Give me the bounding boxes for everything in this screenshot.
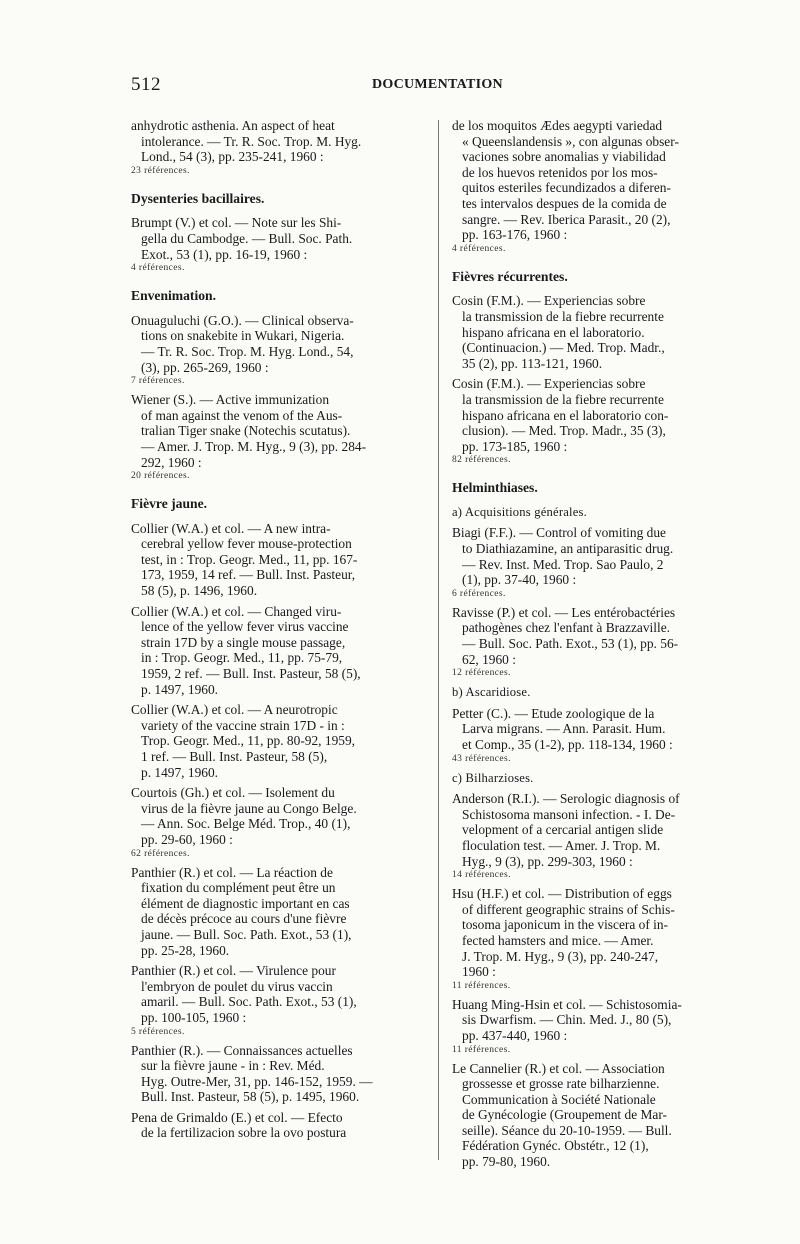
entry-line: variety of the vaccine strain 17D - in : (141, 717, 345, 733)
entry-line: Larva migrans. — Ann. Parasit. Hum. (462, 721, 666, 737)
entry-line: 173, 1959, 14 ref. — Bull. Inst. Pasteur, (141, 567, 356, 583)
entry-line: — Rev. Inst. Med. Trop. Sao Paulo, 2 (462, 556, 664, 572)
entry-line: of man against the venom of the Aus- (141, 407, 343, 423)
entry-line: floculation test. — Amer. J. Trop. M. (462, 837, 661, 853)
entry-line: of different geographic strains of Schis- (462, 901, 675, 917)
entry-line: strain 17D by a single mouse passage, (141, 634, 346, 650)
bibliography-entry (452, 1061, 752, 1170)
entry-line: la transmission de la fiebre recurrente (462, 308, 664, 324)
entry-line: Le Cannelier (R.) et col. — Association (452, 1060, 665, 1076)
reference-count: 62 références. (131, 848, 190, 859)
entry-line: 1959, 2 ref. — Bull. Inst. Pasteur, 58 (5), (141, 666, 361, 682)
entry-line: p. 1497, 1960. (141, 681, 218, 697)
entry-line: — Ann. Soc. Belge Méd. Trop., 40 (1), (141, 816, 351, 832)
entry-line: pp. 173-185, 1960 : (462, 438, 568, 454)
page-number: 512 (131, 74, 161, 95)
entry-line: 1 ref. — Bull. Inst. Pasteur, 58 (5), (141, 749, 328, 764)
entry-line: gella du Cambodge. — Bull. Soc. Path. (141, 230, 353, 246)
entry-line: Anderson (R.I.). — Serologic diagnosis of (452, 791, 680, 807)
reference-count: 4 références. (131, 263, 185, 274)
entry-line: p. 1497, 1960. (141, 764, 218, 780)
continued-entry (452, 118, 752, 255)
entry-line: tes intervalos despues de la comida de (462, 195, 667, 211)
entry-line: Cosin (F.M.). — Experiencias sobre (452, 293, 646, 309)
entry-line: seille). Séance du 20-10-1959. — Bull. (462, 1122, 672, 1138)
reference-count: 12 références. (452, 668, 511, 679)
bibliography-entry (452, 293, 752, 371)
entry-line: Trop. Geogr. Med., 11, pp. 80-92, 1959, (141, 733, 356, 749)
entry-line: in : Trop. Geogr. Med., 11, pp. 75-79, (141, 650, 343, 666)
entry-line: 58 (5), p. 1496, 1960. (141, 583, 258, 599)
entry-line: de los huevos retenidos por los mos- (462, 164, 658, 180)
entry-line: fixation du complément peut être un (141, 880, 336, 896)
entry-line: jaune. — Bull. Soc. Path. Exot., 53 (1), (141, 926, 352, 942)
entry-line: pathogènes chez l'enfant à Brazzaville. (462, 620, 670, 636)
entry-line: Bull. Inst. Pasteur, 58 (5), p. 1495, 1960. (141, 1089, 360, 1105)
entry-line: Collier (W.A.) et col. — A neurotropic (131, 702, 338, 718)
entry-line: tosoma japonicum in the viscera of in- (462, 917, 669, 933)
entry-line: intolerance. — Tr. R. Soc. Trop. M. Hyg. (141, 133, 362, 149)
entry-line: de los moquitos Ædes aegypti variedad (452, 118, 663, 133)
entry-line: l'embryon de poulet du virus vaccin (141, 978, 333, 994)
entry-line: Cosin (F.M.). — Experiencias sobre (452, 376, 646, 392)
entry-line: 35 (2), pp. 113-121, 1960. (462, 355, 603, 371)
entry-line: Ravisse (P.) et col. — Les entérobactéries (452, 604, 676, 620)
entry-line: clusion). — Med. Trop. Madr., 35 (3), (462, 423, 666, 439)
entry-line: vaciones sobre anomalias y viabilidad (462, 149, 666, 165)
entry-line: 1960 : (462, 964, 496, 980)
entry-line: Lond., 54 (3), pp. 235-241, 1960 : (141, 149, 324, 165)
entry-line: anhydrotic asthenia. An aspect of heat (131, 118, 335, 133)
bibliography-entry (452, 706, 752, 765)
subsection-heading: a) Acquisitions générales. (452, 504, 587, 519)
subsection-heading: b) Ascaridiose. (452, 685, 531, 700)
entry-line: Schistosoma mansoni infection. - I. De- (462, 806, 676, 822)
subsection-heading: c) Bilharzioses. (452, 770, 534, 785)
entry-line: pp. 79-80, 1960. (462, 1154, 551, 1170)
bibliography-entry (131, 702, 431, 780)
bibliography-entry (131, 521, 431, 599)
entry-line: « Queenslandensis », con algunas obser- (462, 133, 679, 149)
entry-line: la transmission de la fiebre recurrente (462, 391, 664, 407)
entry-line: (Continuacion.) — Med. Trop. Madr., (462, 340, 665, 356)
entry-line: Panthier (R.) et col. — La réaction de (131, 864, 333, 880)
entry-line: hispano africana en el laboratorio. (462, 324, 645, 340)
reference-count: 5 références. (131, 1026, 185, 1037)
entry-line: Huang Ming-Hsin et col. — Schistosomia- (452, 996, 682, 1012)
bibliography-entry (131, 785, 431, 859)
entry-line: élément de diagnostic important en cas (141, 895, 350, 911)
entry-line: Courtois (Gh.) et col. — Isolement du (131, 785, 335, 801)
entry-line: sangre. — Rev. Iberica Parasit., 20 (2), (462, 211, 671, 227)
entry-line: Hsu (H.F.) et col. — Distribution of eggs (452, 886, 672, 902)
continued-entry (131, 118, 431, 177)
entry-line: J. Trop. M. Hyg., 9 (3), pp. 240-247, (462, 948, 659, 964)
bibliography-entry (452, 605, 752, 679)
bibliography-entry (452, 886, 752, 992)
entry-line: sur la fièvre jaune - in : Rev. Méd. (141, 1058, 325, 1074)
entry-line: hispano africana en el laboratorio con- (462, 407, 669, 423)
entry-line: Fédération Gynéc. Obstétr., 12 (1), (462, 1138, 649, 1154)
bibliography-entry (131, 215, 431, 274)
entry-line: sis Dwarfism. — Chin. Med. J., 80 (5), (462, 1012, 672, 1028)
entry-line: (1), pp. 37-40, 1960 : (462, 572, 577, 588)
bibliography-entry (131, 1110, 431, 1141)
reference-count: 6 références. (452, 588, 506, 599)
entry-line: — Bull. Soc. Path. Exot., 53 (1), pp. 56- (462, 636, 679, 652)
entry-line: Communication à Société Nationale (462, 1091, 656, 1107)
entry-line: pp. 25-28, 1960. (141, 942, 230, 958)
entry-line: Hyg., 9 (3), pp. 299-303, 1960 : (462, 853, 633, 869)
bibliography-entry (452, 791, 752, 881)
entry-line: Biagi (F.F.). — Control of vomiting due (452, 525, 666, 541)
entry-line: pp. 29-60, 1960 : (141, 831, 233, 847)
entry-line: de décès précoce au cours d'une fièvre (141, 911, 347, 927)
bibliography-entry (131, 604, 431, 698)
entry-line: Panthier (R.). — Connaissances actuelles (131, 1042, 353, 1058)
bibliography-entry (131, 963, 431, 1037)
entry-line: Hyg. Outre-Mer, 31, pp. 146-152, 1959. — (141, 1073, 373, 1089)
running-title: DOCUMENTATION (372, 77, 503, 92)
entry-line: quitos esteriles fecundizados a diferen- (462, 180, 671, 196)
column-divider (438, 120, 439, 1160)
reference-count: 11 références. (452, 1044, 511, 1055)
entry-line: grossesse et grosse rate bilharzienne. (462, 1076, 660, 1092)
bibliography-entry (131, 313, 431, 387)
entry-line: velopment of a cercarial antigen slide (462, 822, 664, 838)
reference-count: 43 références. (452, 753, 511, 764)
section-heading: Fièvre jaune. (131, 496, 208, 512)
entry-line: Exot., 53 (1), pp. 16-19, 1960 : (141, 246, 308, 262)
bibliography-entry (131, 392, 431, 482)
entry-line: Panthier (R.) et col. — Virulence pour (131, 963, 336, 979)
entry-line: Collier (W.A.) et col. — Changed viru- (131, 603, 342, 619)
left-column (131, 118, 431, 1146)
bibliography-entry (452, 997, 752, 1056)
entry-line: de la fertilizacion sobre la ovo postura (141, 1125, 347, 1141)
reference-count: 82 références. (452, 455, 511, 466)
entry-line: Pena de Grimaldo (E.) et col. — Efecto (131, 1109, 343, 1125)
bibliography-entry (131, 1043, 431, 1105)
entry-line: — Amer. J. Trop. M. Hyg., 9 (3), pp. 284- (141, 438, 367, 454)
right-column (452, 118, 752, 1175)
entry-line: amaril. — Bull. Soc. Path. Exot., 53 (1), (141, 994, 357, 1010)
entry-line: 292, 1960 : (141, 454, 202, 470)
entry-line: tralian Tiger snake (Notechis scutatus). (141, 423, 351, 439)
bibliography-entry (131, 865, 431, 959)
reference-count: 7 références. (131, 376, 185, 387)
reference-count: 20 références. (131, 471, 190, 482)
bibliography-entry (452, 525, 752, 599)
reference-count: 11 références. (452, 980, 511, 991)
entry-line: Onuaguluchi (G.O.). — Clinical observa- (131, 312, 354, 328)
entry-line: (3), pp. 265-269, 1960 : (141, 359, 269, 375)
entry-line: de Gynécologie (Groupement de Mar- (462, 1107, 667, 1123)
entry-line: cerebral yellow fever mouse-protection (141, 536, 352, 552)
entry-line: 62, 1960 : (462, 651, 516, 667)
entry-line: test, in : Trop. Geogr. Med., 11, pp. 167- (141, 551, 358, 567)
section-heading: Fièvres récurrentes. (452, 268, 568, 284)
reference-count: 23 références. (131, 165, 190, 176)
entry-line: virus de la fièvre jaune au Congo Belge. (141, 800, 357, 816)
section-heading: Helminthiases. (452, 480, 538, 496)
entry-line: lence of the yellow fever virus vaccine (141, 619, 349, 635)
reference-count: 4 références. (452, 243, 506, 254)
bibliography-entry (452, 376, 752, 466)
entry-line: Collier (W.A.) et col. — A new intra- (131, 520, 331, 536)
section-heading: Envenimation. (131, 288, 216, 304)
entry-line: Brumpt (V.) et col. — Note sur les Shi- (131, 215, 342, 231)
entry-line: pp. 163-176, 1960 : (462, 227, 568, 243)
entry-line: fected hamsters and mice. — Amer. (462, 932, 654, 948)
entry-line: — Tr. R. Soc. Trop. M. Hyg. Lond., 54, (141, 343, 354, 359)
entry-line: Petter (C.). — Etude zoologique de la (452, 705, 655, 721)
reference-count: 14 références. (452, 870, 511, 881)
entry-line: et Comp., 35 (1-2), pp. 118-134, 1960 : (462, 737, 673, 752)
entry-line: pp. 100-105, 1960 : (141, 1009, 247, 1025)
entry-line: Wiener (S.). — Active immunization (131, 392, 330, 408)
section-heading: Dysenteries bacillaires. (131, 190, 265, 206)
entry-line: pp. 437-440, 1960 : (462, 1027, 568, 1043)
entry-line: tions on snakebite in Wukari, Nigeria. (141, 328, 345, 344)
entry-line: to Diathiazamine, an antiparasitic drug. (462, 541, 674, 557)
